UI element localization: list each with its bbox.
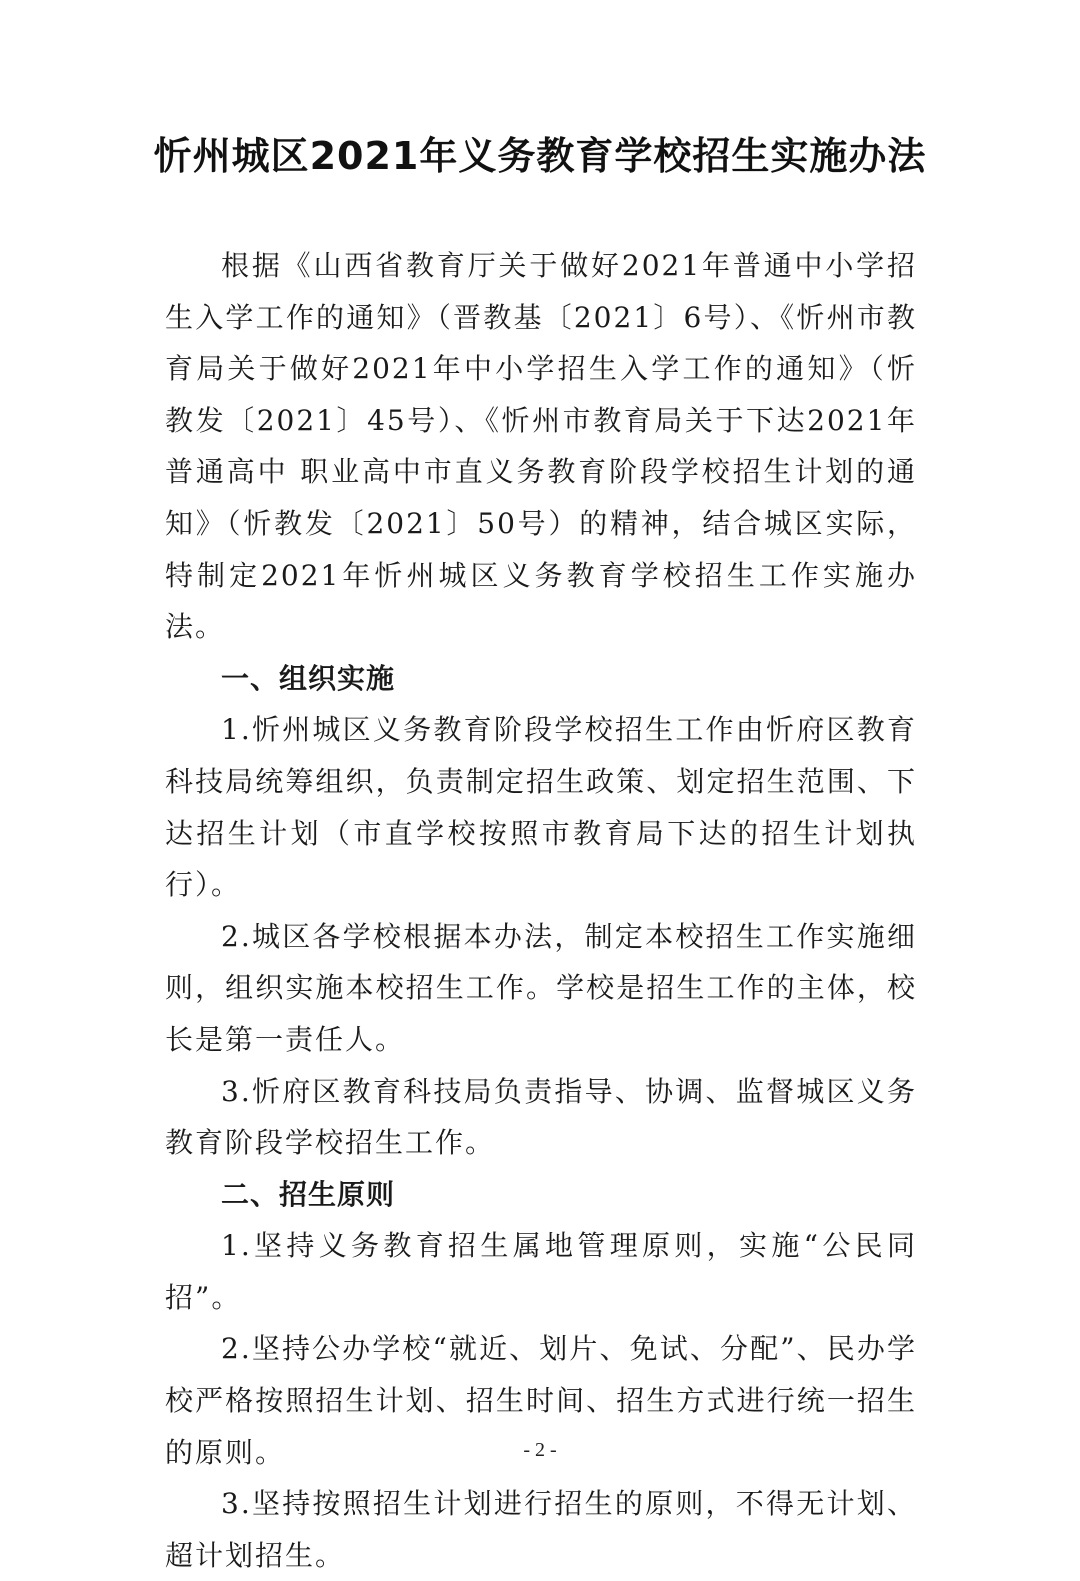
document-title: 忻州城区2021年义务教育学校招生实施办法 [153,134,927,178]
intro-paragraph: 根据《山西省教育厅关于做好2021年普通中小学招生入学工作的通知》（晋教基〔2021〕6号）、《忻州市教育局关于做好2021年中小学招生入学工作的通知》（忻教发〔2021〕45号）、《忻州市教育局关于下达2021年普通高中 职业高中市直义务教育阶段学校招生计划的通知》（忻教发〔2021〕50号）的精神，结合城区实际，特制定2021年忻州城区义务教育学校招生工作实施办法。 [165,249,917,644]
organization-item-2: 2.城区各学校根据本办法，制定本校招生工作实施细则，组织实施本校招生工作。学校是招生工作的主体，校长是第一责任人。 [165,919,917,1056]
principle-item-2: 2.坚持公办学校“就近、划片、免试、分配”、民办学校严格按照招生计划、招生时间、招生方式进行统一招生的原则。 [165,1332,917,1469]
section-heading-principles: 二、招生原则 [221,1177,396,1211]
principle-item-1: 1.坚持义务教育招生属地管理原则，实施“公民同招”。 [165,1229,917,1314]
organization-item-3: 3.忻府区教育科技局负责指导、协调、监督城区义务教育阶段学校招生工作。 [165,1074,917,1160]
section-heading-organization: 一、组织实施 [221,661,396,695]
page-number: - 2 - [523,1439,557,1461]
principle-item-3: 3.坚持按照招生计划进行招生的原则，不得无计划、超计划招生。 [165,1487,917,1572]
organization-item-1: 1.忻州城区义务教育阶段学校招生工作由忻府区教育科技局统筹组织，负责制定招生政策、划定招生范围、下达招生计划（市直学校按照市教育局下达的招生计划执行）。 [165,713,917,902]
document-body [165,240,917,1581]
